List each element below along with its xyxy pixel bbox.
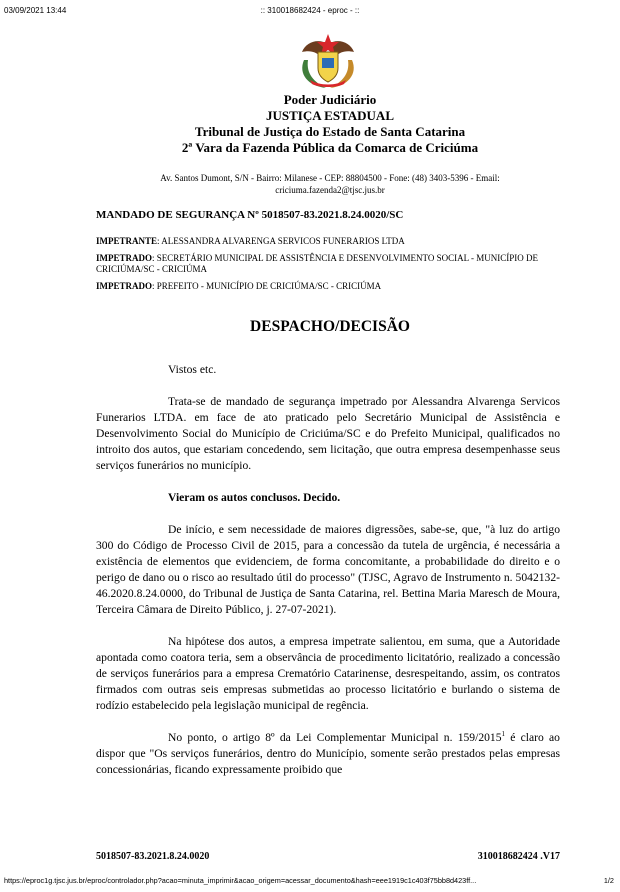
paragraph-6-end: é claro ao dispor que "Os serviços funerários, dentro do Município, somente serão prestados pelas empresas concessionárias, ficando expressamente proibido que	[96, 731, 560, 776]
print-header	[4, 6, 616, 20]
party-role: IMPETRANTE	[96, 236, 158, 246]
header-line-4: 2ª Vara da Fazenda Pública da Comarca de Criciúma	[181, 140, 479, 155]
party-role: IMPETRADO	[96, 252, 152, 263]
footnote-ref: 1	[501, 730, 506, 739]
section-title: DESPACHO/DECISÃO	[250, 318, 410, 335]
print-page-number: 1/2	[603, 876, 614, 885]
document-footer	[96, 851, 560, 863]
party-impetrado-1	[96, 253, 560, 276]
paragraph-5: Na hipótese dos autos, a empresa impetrate salientou, em suma, que a Autoridade apontada como coatora teria, sem a observância de procedimento licitatório, realizado a concessão de serviços funerários para a empresa Crematório Catarinense, desrespeitando, assim, os contratos firmados com outras seis empresas submetidas ao processo licitatório e burlando o sistema de rodízio estabelecido pela legislação municipal de regência.	[96, 635, 560, 712]
print-footer	[4, 876, 616, 888]
party-impetrante	[96, 236, 560, 248]
footer-process-number: 5018507-83.2021.8.24.0020	[96, 851, 210, 862]
print-url: https://eproc1g.tjsc.jus.br/eproc/controlador.php?acao=minuta_imprimir&acao_origem=acessar_documento&hash=eee1919c1c403f75bb8d423ff...	[4, 876, 477, 885]
address-email: criciuma.fazenda2@tjsc.jus.br	[275, 185, 385, 195]
court-header	[0, 92, 620, 156]
party-name: : PREFEITO - MUNICÍPIO DE CRICIÚMA/SC - CRICIÚMA	[152, 280, 382, 291]
party-name: : SECRETÁRIO MUNICIPAL DE ASSISTÊNCIA E DESENVOLVIMENTO SOCIAL - MUNICÍPIO DE CRICIÚMA/SC - CRICIÚMA	[96, 252, 539, 274]
paragraph-1: Vistos etc.	[168, 363, 217, 376]
paragraph-3: Vieram os autos conclusos. Decido.	[168, 491, 341, 504]
address-line-1: Av. Santos Dumont, S/N - Bairro: Milanese - CEP: 88804500 - Fone: (48) 3403-5396 - Email:	[160, 173, 500, 183]
header-line-3: Tribunal de Justiça do Estado de Santa Catarina	[194, 124, 466, 139]
paragraph-4: De início, e sem necessidade de maiores digressões, sabe-se, que, "à luz do artigo 300 do Código de Processo Civil de 2015, para a concessão da tutela de urgência, é necessária a existência de elementos que evidenciem, de forma concomitante, a probabilidade do direito e o perigo de dano ou o risco ao resultado útil do processo" (TJSC, Agravo de Instrumento n. 5042132-46.2020.8.24.0000, do Tribunal de Justiça de Santa Catarina, rel. Bettina Maria Maresch de Moura, Terceira Câmara de Direito Público, j. 27-07-2021).	[96, 523, 560, 616]
header-line-1: Poder Judiciário	[283, 92, 377, 107]
header-line-2: JUSTIÇA ESTADUAL	[266, 108, 394, 123]
print-page-title: :: 310018682424 - eproc - ::	[260, 6, 360, 15]
paragraph-6	[96, 730, 560, 778]
paragraph-6-start: No ponto, o artigo 8º da Lei Complementar Municipal n. 159/2015	[168, 731, 502, 744]
party-name: : ALESSANDRA ALVARENGA SERVICOS FUNERARIOS LTDA	[157, 236, 405, 246]
coat-of-arms-icon	[296, 30, 360, 90]
print-datetime: 03/09/2021 13:44	[4, 6, 67, 15]
paragraph-2: Trata-se de mandado de segurança impetrado por Alessandra Alvarenga Servicos Funerarios LTDA. em face de ato praticado pelo Secretário Municipal de Assistência e Desenvolvimento Social do Município de Criciúma/SC e do Prefeito Municipal, qualificados no introito dos autos, que estariam concedendo, sem licitação, que outra empresa desempenhasse seus serviços funerários no município.	[96, 395, 560, 472]
party-impetrado-2	[96, 281, 560, 293]
parties-list	[96, 236, 560, 297]
process-title: MANDADO DE SEGURANÇA Nº 5018507-83.2021.8.24.0020/SC	[96, 209, 404, 221]
court-address	[0, 172, 620, 196]
party-role: IMPETRADO	[96, 280, 152, 291]
footer-document-id: 310018682424 .V17	[477, 851, 560, 862]
decision-body	[96, 362, 560, 794]
